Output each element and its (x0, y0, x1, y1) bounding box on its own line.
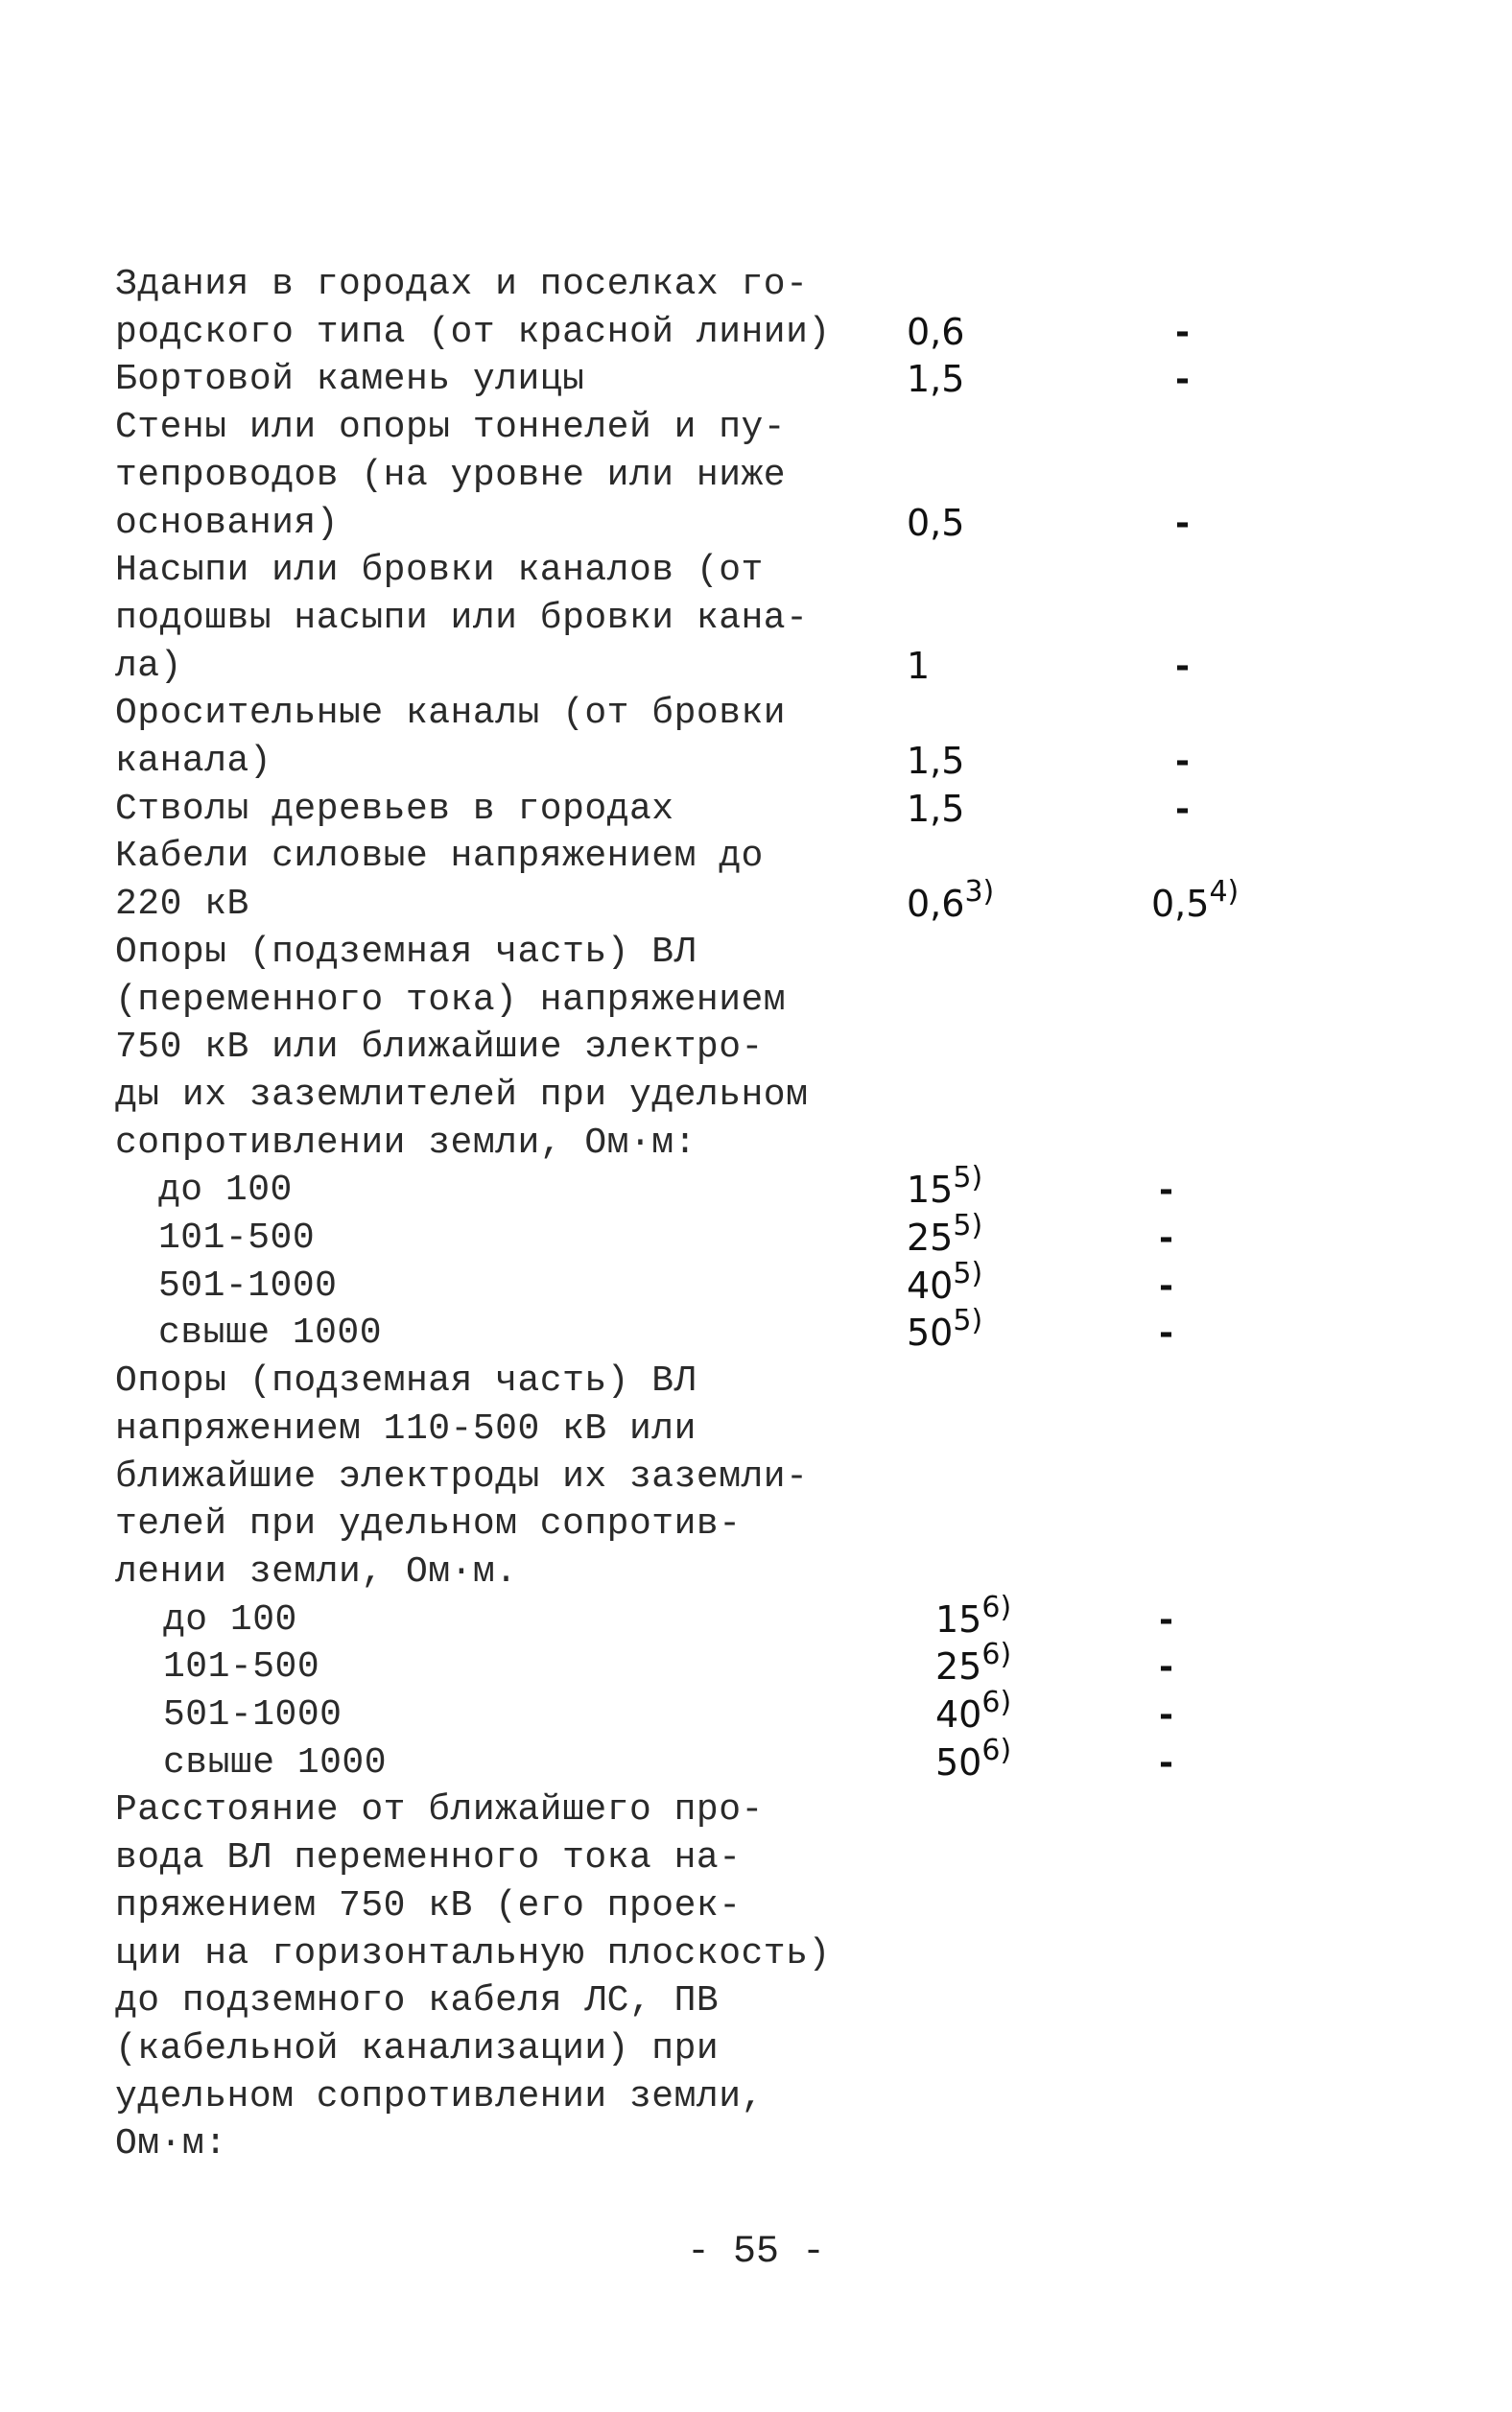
footnote-marker: 6) (981, 1733, 1012, 1767)
table-row (0, 1590, 1512, 1643)
second-value-dash: - (1159, 1742, 1173, 1783)
distance-value (907, 875, 995, 928)
row-description: удельном сопротивлении земли, (115, 2075, 764, 2117)
second-value-dash: - (1175, 789, 1190, 829)
table-row (0, 1406, 1512, 1453)
table-row (0, 2120, 1512, 2167)
table-row (0, 1358, 1512, 1405)
row-description: (переменного тока) напряжением (115, 979, 787, 1021)
table-row (0, 1024, 1512, 1071)
distance-value (907, 1209, 983, 1262)
row-description: Кабели силовые напряжением до (115, 836, 764, 878)
second-value-dash: - (1159, 1599, 1173, 1640)
second-value-dash: - (1159, 1695, 1173, 1735)
table-row (0, 1304, 1512, 1357)
distance-value-text: 15 (935, 1597, 982, 1641)
table-row (0, 1733, 1512, 1786)
table-row (0, 690, 1512, 737)
table-row (0, 929, 1512, 976)
footnote-marker: 5) (953, 1256, 983, 1290)
table-row (0, 1786, 1512, 1833)
table-row (0, 1977, 1512, 2024)
table-row (0, 1549, 1512, 1596)
distance-value-text: 1,5 (907, 358, 965, 401)
row-description: родского типа (от красной линии) (115, 311, 831, 353)
row-description: до 100 (158, 1170, 293, 1212)
table-row (0, 547, 1512, 594)
footnote-marker: 5) (953, 1304, 983, 1338)
second-value-dash: - (1159, 1265, 1173, 1306)
distance-value-text: 1,5 (907, 787, 965, 830)
row-description: телей при удельном сопротив- (115, 1503, 742, 1546)
table-row (0, 452, 1512, 499)
distance-value (935, 1733, 1012, 1786)
row-description: лении земли, Ом·м. (115, 1550, 518, 1593)
table-row (0, 356, 1512, 403)
row-description: Опоры (подземная часть) ВЛ (115, 931, 697, 973)
second-value-dash: - (1175, 742, 1190, 781)
distance-value-text: 0,5 (907, 501, 965, 544)
row-description: 101-500 (158, 1218, 316, 1259)
second-value-dash: - (1159, 1647, 1173, 1688)
table-row (0, 1834, 1512, 1881)
row-description: Оросительные каналы (от бровки (115, 693, 787, 735)
distance-value-text: 1 (907, 644, 931, 687)
second-value-dash: - (1175, 503, 1190, 543)
distance-value (907, 1304, 983, 1357)
footnote-marker: 3) (964, 875, 995, 910)
distance-value-text: 1,5 (907, 740, 965, 782)
row-description: Опоры (подземная часть) ВЛ (115, 1360, 697, 1403)
second-value-text: 0,5 (1151, 883, 1210, 926)
table-row (0, 1256, 1512, 1310)
distance-value-text: 0,6 (907, 883, 965, 926)
distance-value (907, 1256, 983, 1310)
row-description: подошвы насыпи или бровки кана- (115, 597, 809, 639)
row-description: 501-1000 (158, 1265, 338, 1307)
table-row (0, 261, 1512, 308)
row-description: Насыпи или бровки каналов (от (115, 550, 764, 592)
row-description: свыше 1000 (158, 1312, 383, 1355)
row-description: 501-1000 (163, 1694, 343, 1736)
table-row (0, 309, 1512, 356)
distance-value (907, 786, 964, 833)
footnote-marker: 4) (1209, 875, 1240, 910)
row-description: тепроводов (на уровне или ниже (115, 454, 787, 496)
row-description: ции на горизонтальную плоскость) (115, 1932, 831, 1975)
row-description: 750 кВ или ближайшие электро- (115, 1027, 764, 1069)
distance-value (907, 643, 930, 690)
row-description: Бортовой камень улицы (115, 359, 585, 401)
table-row (0, 875, 1512, 928)
row-description: вода ВЛ переменного тока на- (115, 1837, 742, 1880)
row-description: 220 кВ (115, 884, 249, 926)
table-row (0, 2073, 1512, 2120)
footnote-marker: 5) (953, 1161, 983, 1195)
table-row (0, 1209, 1512, 1262)
table-row (0, 738, 1512, 785)
table-row (0, 1501, 1512, 1548)
distance-value (907, 1161, 983, 1214)
second-value-dash: - (1175, 646, 1190, 686)
distance-value-text: 40 (907, 1264, 954, 1307)
table-row (0, 786, 1512, 833)
table-row (0, 833, 1512, 880)
distance-value (907, 356, 964, 403)
second-value-dash: - (1159, 1218, 1173, 1258)
row-description: ла) (115, 645, 182, 687)
second-value-dash: - (1175, 312, 1190, 352)
row-description: сопротивлении земли, Ом·м: (115, 1122, 697, 1164)
row-description: канала) (115, 741, 272, 782)
table-row (0, 1454, 1512, 1501)
distance-value (935, 1638, 1012, 1691)
row-description: свыше 1000 (163, 1741, 388, 1784)
table-row (0, 404, 1512, 451)
distance-value-text: 15 (907, 1169, 954, 1212)
second-value-dash: - (1159, 1171, 1173, 1211)
table-row (0, 1120, 1512, 1167)
table-row (0, 1686, 1512, 1738)
distance-value-text: 40 (935, 1693, 982, 1736)
row-description: Расстояние от ближайшего про- (115, 1789, 764, 1832)
table-row (0, 1638, 1512, 1691)
row-description: Стволы деревьев в городах (115, 788, 674, 830)
row-description: пряжением 750 кВ (его проек- (115, 1884, 742, 1927)
footnote-marker: 6) (981, 1590, 1012, 1624)
distance-value-text: 25 (935, 1645, 982, 1689)
row-description: Стены или опоры тоннелей и пу- (115, 407, 787, 449)
table-row (0, 595, 1512, 642)
table-row (0, 1882, 1512, 1929)
table-row (0, 1072, 1512, 1119)
row-description: основания) (115, 502, 340, 544)
distance-value-text: 50 (907, 1312, 954, 1355)
distance-value (907, 738, 964, 785)
footnote-marker: 5) (953, 1209, 983, 1242)
row-description: до 100 (163, 1598, 297, 1641)
row-description: Ом·м: (115, 2123, 227, 2165)
distance-value (935, 1590, 1012, 1643)
row-description: до подземного кабеля ЛС, ПВ (115, 1980, 720, 2022)
row-description: 101-500 (163, 1646, 320, 1689)
row-description: Здания в городах и поселках го- (115, 264, 809, 305)
second-value (1151, 875, 1240, 928)
row-description: ды их заземлителей при удельном (115, 1074, 809, 1116)
second-value-dash: - (1159, 1313, 1173, 1354)
table-row (0, 977, 1512, 1024)
table-row (0, 2025, 1512, 2072)
distance-value-text: 50 (935, 1740, 982, 1784)
distance-value-text: 25 (907, 1217, 954, 1259)
footnote-marker: 6) (981, 1638, 1012, 1672)
table-row (0, 1161, 1512, 1214)
table-row (0, 643, 1512, 690)
row-description: напряжением 110-500 кВ или (115, 1407, 697, 1450)
distance-value (907, 309, 964, 356)
second-value-dash: - (1175, 360, 1190, 400)
row-description: (кабельной канализации) при (115, 2027, 720, 2069)
table-row (0, 500, 1512, 547)
footnote-marker: 6) (981, 1686, 1012, 1719)
distance-value-text: 0,6 (907, 310, 965, 353)
table-row (0, 1930, 1512, 1977)
row-description: ближайшие электроды их заземли- (115, 1455, 809, 1498)
distance-value (935, 1686, 1012, 1738)
page-number: - 55 - (686, 2231, 826, 2274)
distance-value (907, 500, 964, 547)
